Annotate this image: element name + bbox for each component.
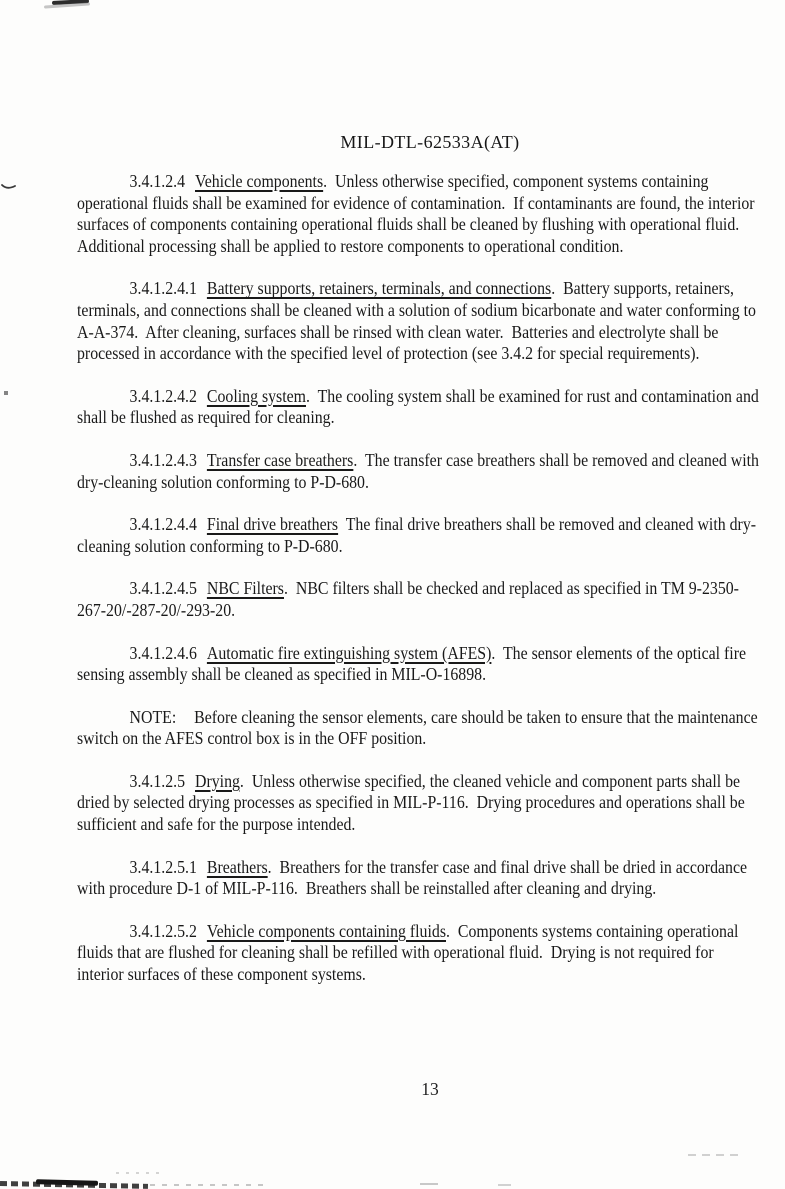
note-paragraph — [77, 707, 761, 750]
paragraph-body: The final drive breathers shall be removed and cleaned with dry-cleaning solution conforming to P-D-680. — [77, 514, 757, 556]
paragraph-title: Vehicle components containing fluids — [206, 920, 446, 941]
paragraph-body: Unless otherwise specified, the cleaned vehicle and component parts shall be dried by selected drying processes as specified in MIL-P-116. Drying procedures and operations shall be sufficient and safe for the purpose intended. — [77, 770, 749, 835]
spec-paragraph-transfer-case-breathers — [77, 450, 761, 493]
paragraph-title-separator: . — [267, 856, 280, 877]
note-body: Before cleaning the sensor elements, care should be taken to ensure that the maintenance switch on the AFES control box is in the OFF position. — [77, 706, 762, 749]
paragraph-body: Unless otherwise specified, component systems containing operational fluids shall be examined for evidence of contamination. If contaminants are found, the interior surfaces of components containing operational fluids shall be cleaned by flushing with operational fluid. Additional processing shall be applied to restore components to operational condition. — [77, 171, 759, 256]
paragraph-number: 3.4.1.2.4.5 — [129, 578, 197, 599]
note-label: NOTE: — [129, 706, 177, 727]
scan-torn-edge-dashes — [0, 1181, 148, 1189]
paragraph-title-separator: . — [306, 385, 318, 406]
paragraph-title: Automatic fire extinguishing system (AFES) — [206, 642, 492, 663]
scan-dash-bottom-mid — [420, 1183, 438, 1185]
paragraph-title: Transfer case breathers — [206, 449, 354, 470]
paragraph-title-separator: . — [445, 920, 458, 941]
spec-paragraph-components-containing-fluids — [77, 921, 761, 986]
paragraph-title: Cooling system — [206, 385, 307, 406]
paragraph-body: The sensor elements of the optical fire sensing assembly shall be cleaned as specified in MIL-O-16898. — [77, 642, 750, 685]
paragraph-number: 3.4.1.2.4.6 — [129, 642, 197, 663]
paragraph-title-separator: . — [353, 449, 365, 470]
paragraph-title: Breathers — [206, 856, 268, 877]
scan-mark-left-margin — [1, 179, 17, 197]
spec-paragraph-battery-supports — [77, 278, 761, 364]
paragraph-number: 3.4.1.2.4.1 — [129, 278, 197, 299]
paragraph-title-separator: . — [491, 642, 503, 663]
paragraph-number: 3.4.1.2.4.3 — [129, 449, 197, 470]
paragraph-body: Battery supports, retainers, terminals, and connections shall be cleaned with a solution of sodium bicarbonate and water conforming to A-A-374. After cleaning, surfaces shall be rinsed with clean water. Batteries and electrolyte shall be processed in accordance with the specified level of protection (see 3.4.2 for special requirements). — [77, 278, 760, 364]
scan-speck-left-margin — [4, 391, 8, 395]
scan-torn-edge-blob — [36, 1179, 98, 1186]
paragraph-number: 3.4.1.2.4.4 — [129, 514, 197, 535]
page-number: 13 — [421, 1079, 439, 1099]
scan-speckles-bottom — [116, 1172, 164, 1174]
paragraph-title: NBC Filters — [206, 578, 284, 599]
paragraph-title-separator: . — [283, 578, 296, 599]
scan-smudge-top-dark — [52, 0, 89, 5]
spec-paragraph-final-drive-breathers — [77, 514, 761, 557]
paragraph-title-separator: . — [551, 278, 564, 299]
scan-torn-edge-faint-dashes — [150, 1184, 268, 1186]
paragraph-title-separator: . — [239, 770, 252, 791]
paragraph-title: Final drive breathers — [206, 514, 339, 535]
spec-paragraph-vehicle-components — [77, 171, 761, 257]
spec-paragraph-afes — [77, 643, 761, 686]
paragraph-number: 3.4.1.2.4.2 — [129, 385, 197, 406]
spec-paragraph-cooling-system — [77, 386, 761, 429]
paragraph-number: 3.4.1.2.5.2 — [129, 920, 197, 941]
scan-dashes-bottom-right — [688, 1154, 740, 1156]
paragraph-body: NBC filters shall be checked and replaced as specified in TM 9-2350-267-20/-287-20/-293-20. — [77, 578, 739, 620]
paragraph-title-separator — [338, 514, 346, 534]
paragraph-title: Vehicle components — [195, 171, 324, 191]
paragraph-title-separator: . — [323, 171, 336, 191]
document-body — [77, 171, 761, 1007]
spec-paragraph-breathers — [77, 857, 761, 900]
paragraph-body: The transfer case breathers shall be removed and cleaned with dry-cleaning solution conforming to P-D-680. — [77, 449, 763, 492]
scan-dash-bottom-mid-2 — [498, 1184, 511, 1186]
paragraph-number: 3.4.1.2.5 — [129, 770, 186, 791]
paragraph-number: 3.4.1.2.4 — [129, 171, 186, 191]
paragraph-body: Components systems containing operational fluids that are flushed for cleaning shall be refilled with operational fluid. Drying is not required for interior surfaces of these component systems. — [77, 920, 743, 985]
scan-smudge-top-light — [44, 2, 90, 8]
document-id-header: MIL-DTL-62533A(AT) — [340, 132, 520, 152]
paragraph-body: Breathers for the transfer case and final drive shall be dried in accordance with procedure D-1 of MIL-P-116. Breathers shall be reinstalled after cleaning and drying. — [77, 856, 752, 899]
paragraph-title: Drying — [195, 770, 240, 791]
paragraph-body: The cooling system shall be examined for rust and contamination and shall be flushed as required for cleaning. — [77, 385, 763, 428]
spec-paragraph-drying — [77, 771, 761, 836]
paragraph-title: Battery supports, retainers, terminals, and connections — [206, 278, 552, 299]
paragraph-number: 3.4.1.2.5.1 — [129, 856, 197, 877]
spec-paragraph-nbc-filters — [77, 578, 761, 621]
